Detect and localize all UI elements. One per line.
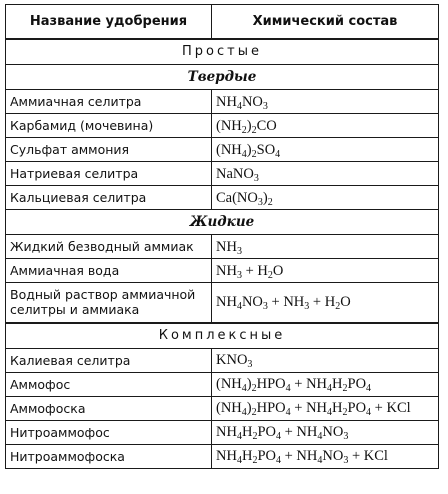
table-header-row <box>6 5 439 40</box>
chemical-formula: $NH_3$ <box>212 235 439 259</box>
formula-subscript: 3 <box>253 172 259 184</box>
chemical-formula: $(NH_4)_2HPO_4 + NH_4H_2PO_4$ + KCl <box>212 396 439 420</box>
group-title: Комплексные <box>6 323 439 349</box>
formula-subscript: 4 <box>285 407 291 418</box>
formula-subscript: 2 <box>252 431 258 442</box>
fertilizer-name: Карбамид (мочевина) <box>6 114 212 138</box>
formula-subscript: 3 <box>247 359 253 370</box>
chemical-formula: $Ca(NO_3)_2$ <box>212 186 439 210</box>
fertilizer-name: Аммиачная селитра <box>6 90 212 114</box>
fertilizer-name: Сульфат аммония <box>6 138 212 162</box>
group-header-row <box>6 39 439 65</box>
formula-subscript: 4 <box>275 431 281 442</box>
subgroup-title: Твердые <box>6 65 439 90</box>
formula-subscript: 3 <box>343 431 349 442</box>
formula-subscript: 4 <box>317 431 323 442</box>
formula-subscript: 3 <box>304 301 310 313</box>
table-row <box>6 283 439 323</box>
formula-subscript: 3 <box>257 196 263 208</box>
chemical-formula: $NH_4NO_3 + NH_3 + H_2O$ <box>212 283 439 323</box>
table-row <box>6 420 439 444</box>
table-row <box>6 235 439 259</box>
formula-subscript: 2 <box>342 407 348 418</box>
formula-subscript: 2 <box>241 124 247 136</box>
chemical-formula: NaNO$_3$ <box>212 162 439 186</box>
fertilizer-name: Калиевая селитра <box>6 348 212 372</box>
formula-subscript: 2 <box>342 383 348 394</box>
table-row <box>6 348 439 372</box>
fertilizer-name: Аммофоска <box>6 396 212 420</box>
table-row <box>6 186 439 210</box>
formula-subscript: 2 <box>267 196 273 208</box>
fertilizer-name: Нитроаммофоска <box>6 444 212 468</box>
formula-subscript: 2 <box>251 124 257 136</box>
fertilizer-name: Водный раствор аммиачной селитры и аммиака <box>6 283 212 323</box>
subgroup-header-row <box>6 65 439 90</box>
chemical-formula: $(NH_4)_2HPO_4 + NH_4H_2PO_4$ <box>212 372 439 396</box>
formula-subscript: 4 <box>236 431 242 442</box>
formula-subscript: 3 <box>262 100 268 112</box>
chemical-formula: $NH_4H_2PO_4 + NH_4NO_3$ + KCl <box>212 444 439 468</box>
table-row <box>6 162 439 186</box>
formula-subscript: 4 <box>285 383 291 394</box>
formula-subscript: 4 <box>236 455 242 466</box>
formula-subscript: 4 <box>236 301 242 313</box>
formula-subscript: 2 <box>251 148 257 160</box>
fertilizer-name: Нитроаммофос <box>6 420 212 444</box>
chemical-formula: $(NH_2)_2CO$ <box>212 114 439 138</box>
table-row <box>6 114 439 138</box>
column-header-composition: Химический состав <box>212 5 439 40</box>
formula-subscript: 2 <box>251 383 257 394</box>
formula-subscript: 4 <box>275 148 281 160</box>
group-header-row <box>6 323 439 349</box>
fertilizer-name: Жидкий безводный аммиак <box>6 235 212 259</box>
subgroup-title: Жидкие <box>6 210 439 235</box>
table-body <box>6 39 439 468</box>
table-row <box>6 138 439 162</box>
formula-subscript: 2 <box>267 269 273 281</box>
fertilizer-name: Аммиачная вода <box>6 259 212 283</box>
chemical-formula: $NH_4NO_3$ <box>212 90 439 114</box>
formula-subscript: 4 <box>327 407 333 418</box>
table-row <box>6 396 439 420</box>
table-row <box>6 372 439 396</box>
fertilizer-table-container <box>5 4 438 469</box>
chemical-formula: $NH_4H_2PO_4 + NH_4NO_3$ <box>212 420 439 444</box>
formula-subscript: 4 <box>236 100 242 112</box>
formula-subscript: 4 <box>241 148 247 160</box>
table-row <box>6 259 439 283</box>
formula-subscript: 4 <box>241 407 247 418</box>
formula-subscript: 3 <box>236 245 242 257</box>
formula-subscript: 4 <box>366 407 372 418</box>
fertilizer-name: Натриевая селитра <box>6 162 212 186</box>
formula-subscript: 4 <box>241 383 247 394</box>
formula-subscript: 4 <box>275 455 281 466</box>
group-title: Простые <box>6 39 439 65</box>
formula-subscript: 2 <box>335 301 341 313</box>
chemical-formula: $(NH_4)_2SO_4$ <box>212 138 439 162</box>
subgroup-header-row <box>6 210 439 235</box>
formula-subscript: 3 <box>262 301 268 313</box>
formula-subscript: 3 <box>236 269 242 281</box>
chemical-formula: $NH_3 + H_2O$ <box>212 259 439 283</box>
fertilizer-name: Кальциевая селитра <box>6 186 212 210</box>
formula-subscript: 4 <box>317 455 323 466</box>
formula-subscript: 3 <box>343 455 349 466</box>
formula-subscript: 2 <box>252 455 258 466</box>
table-row <box>6 444 439 468</box>
fertilizer-name: Аммофос <box>6 372 212 396</box>
chemical-formula: $KNO_3$ <box>212 348 439 372</box>
table-row <box>6 90 439 114</box>
column-header-name: Название удобрения <box>6 5 212 40</box>
fertilizer-table <box>5 4 439 469</box>
formula-subscript: 4 <box>366 383 372 394</box>
formula-subscript: 4 <box>327 383 333 394</box>
formula-subscript: 2 <box>251 407 257 418</box>
